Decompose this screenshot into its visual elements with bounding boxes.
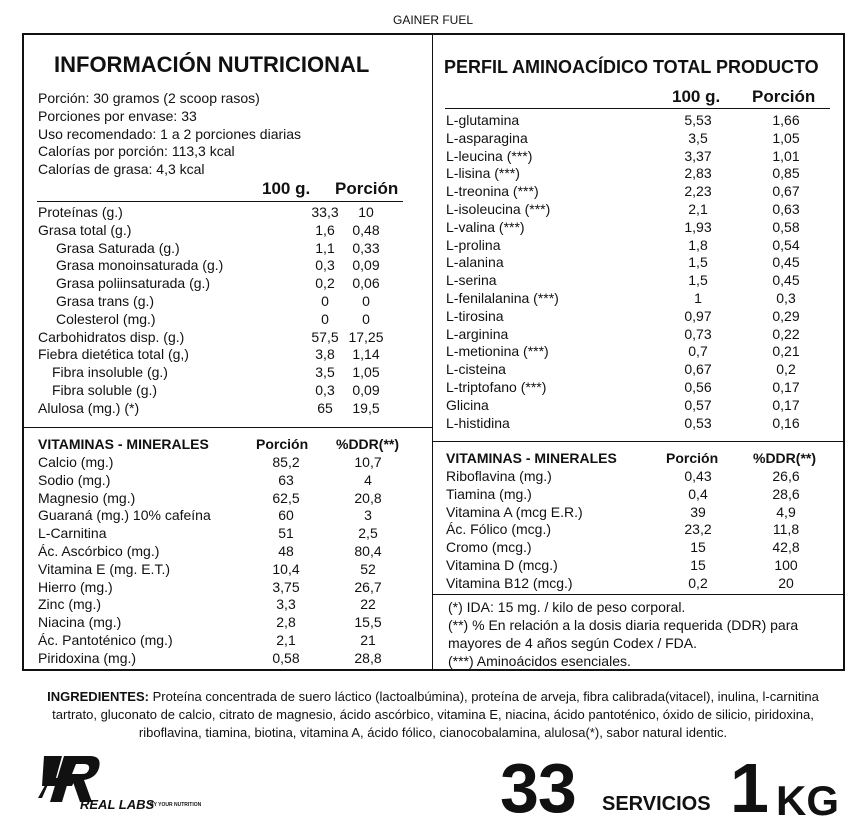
- vitamin-name: Ác. Ascórbico (mg.): [38, 543, 160, 559]
- amino-name: L-tirosina: [446, 307, 504, 324]
- footnote: (**) % En relación a la dosis diaria requerida (DDR) para mayores de 4 años según Codex / FDA.: [448, 617, 799, 651]
- vitamin-ddr: 4,9: [776, 503, 796, 520]
- vitamin-portion: 3,3: [276, 596, 296, 613]
- vitamin-name: L-Carnitina: [38, 525, 107, 542]
- amino-100g: 2,83: [684, 165, 712, 182]
- vitamin-portion: 3,75: [272, 578, 300, 595]
- amino-col-100g: 100 g.: [672, 87, 721, 106]
- vitamin-portion: 2,8: [276, 614, 296, 631]
- vitamin-name: Zinc (mg.): [38, 596, 101, 613]
- nutrient-name: Grasa trans (g.): [56, 293, 155, 309]
- amino-name: L-glutamina: [446, 112, 520, 128]
- amino-portion: 0,54: [772, 236, 800, 253]
- amino-portion: 0,17: [772, 379, 800, 395]
- amino-portion: 1,01: [772, 147, 800, 164]
- amino-100g: 0,73: [684, 325, 712, 342]
- vit-header-name: VITAMINAS - MINERALES: [446, 450, 617, 466]
- nutrient-portion: 0: [362, 293, 370, 309]
- vitamin-ddr: 15,5: [354, 614, 382, 631]
- section-rule: [23, 427, 432, 428]
- amino-name: L-triptofano (***): [446, 379, 547, 395]
- vitamin-row: [38, 596, 418, 614]
- nutrient-name: Grasa monoinsaturada (g.): [56, 257, 224, 274]
- amino-name: Glicina: [446, 396, 489, 413]
- serving-info-line: Porciones por envase: 33: [38, 107, 197, 124]
- amino-portion: 0,3: [776, 290, 796, 306]
- ingredients: [0, 688, 866, 742]
- nutrient-100g: 3,5: [315, 364, 335, 381]
- amino-portion: 0,67: [772, 183, 800, 200]
- footnote-rule: [433, 594, 845, 595]
- vitamin-portion: 15: [690, 539, 706, 556]
- nutrient-row: [38, 204, 418, 222]
- nutrient-row: [38, 311, 418, 329]
- amino-name: L-valina (***): [446, 218, 525, 235]
- amino-row: [446, 272, 836, 290]
- vitamin-name: Vitamina A (mcg E.R.): [446, 503, 583, 520]
- vitamin-row: [446, 504, 836, 522]
- nutrient-portion: 0,09: [352, 382, 380, 398]
- vitamin-ddr: 21: [360, 632, 376, 648]
- amino-portion: 0,17: [772, 396, 800, 413]
- weight-unit: KG: [776, 777, 839, 824]
- amino-100g: 1,5: [688, 272, 708, 289]
- amino-name: L-fenilalanina (***): [446, 290, 559, 306]
- nutrient-row: [38, 400, 418, 418]
- nutrient-portion: 0,06: [352, 275, 380, 292]
- vitamin-row: [38, 490, 418, 508]
- col-header-100g: 100 g.: [262, 179, 311, 198]
- vitamin-row: [446, 521, 836, 539]
- amino-row: [446, 361, 836, 379]
- amino-row: [446, 183, 836, 201]
- amino-name: L-isoleucina (***): [446, 201, 551, 217]
- nutrient-name: Alulosa (mg.) (*): [38, 399, 140, 416]
- amino-portion: 0,16: [772, 414, 800, 431]
- amino-row: [446, 290, 836, 308]
- vitamin-name: Riboflavina (mg.): [446, 468, 552, 484]
- amino-name: L-prolina: [446, 236, 501, 253]
- vit-header-portion: Porción: [666, 450, 719, 466]
- panel-divider: [432, 33, 433, 671]
- amino-row: [446, 254, 836, 272]
- amino-name: L-arginina: [446, 325, 509, 342]
- amino-col-portion: Porción: [752, 87, 816, 106]
- amino-title: PERFIL AMINOACÍDICO TOTAL PRODUCTO: [444, 57, 819, 77]
- amino-100g: 0,7: [688, 343, 708, 360]
- vitamin-name: Tiamina (mg.): [446, 485, 532, 502]
- amino-name: L-histidina: [446, 414, 510, 431]
- amino-row: [446, 130, 836, 148]
- amino-100g: 3,5: [688, 129, 708, 146]
- amino-portion: 0,2: [776, 361, 796, 378]
- vitamin-name: Niacina (mg.): [38, 614, 122, 631]
- vitamin-name: Vitamina E (mg. E.T.): [38, 560, 171, 577]
- vitamin-ddr: 42,8: [772, 539, 800, 556]
- vitamin-row: [38, 614, 418, 632]
- vitamin-name: Ác. Fólico (mcg.): [446, 521, 552, 538]
- nutrient-100g: 0: [321, 310, 329, 327]
- amino-100g: 0,97: [684, 307, 712, 324]
- amino-row: [446, 415, 836, 433]
- vitamin-row: [446, 557, 836, 575]
- nutrient-row: [38, 257, 418, 275]
- amino-100g: 0,56: [684, 379, 712, 395]
- nutrient-name: Grasa Saturada (g.): [56, 239, 180, 256]
- amino-portion: 0,22: [772, 325, 800, 342]
- nutrition-title: INFORMACIÓN NUTRICIONAL: [54, 52, 370, 77]
- vitamin-portion: 85,2: [272, 454, 300, 470]
- nutrient-100g: 0,3: [315, 382, 335, 398]
- vitamin-ddr: 80,4: [354, 543, 382, 559]
- amino-row: [446, 201, 836, 219]
- amino-portion: 0,58: [772, 218, 800, 235]
- amino-name: L-metionina (***): [446, 343, 549, 360]
- amino-name: L-treonina (***): [446, 183, 539, 200]
- amino-row: [446, 165, 836, 183]
- vitamin-ddr: 3: [364, 507, 372, 524]
- nutrient-100g: 57,5: [311, 328, 339, 345]
- vitamin-row: [446, 486, 836, 504]
- vitamin-portion: 2,1: [276, 632, 296, 648]
- vitamin-portion: 10,4: [272, 560, 300, 577]
- nutrient-name: Grasa total (g.): [38, 221, 132, 238]
- vitamin-portion: 48: [278, 543, 294, 559]
- col-header-portion: Porción: [335, 179, 399, 198]
- brand-name: REAL LABS: [80, 797, 155, 812]
- amino-row: [446, 379, 836, 397]
- vitamin-row: [38, 579, 418, 597]
- amino-row: [446, 237, 836, 255]
- serving-info: [38, 90, 301, 179]
- footnote: (*) IDA: 15 mg. / kilo de peso corporal.: [448, 599, 686, 615]
- serving-info-line: Porción: 30 gramos (2 scoop rasos): [38, 90, 260, 106]
- serving-info-line: Calorías de grasa: 4,3 kcal: [38, 161, 205, 178]
- vitamin-row: [446, 539, 836, 557]
- servings-count: 33: [500, 749, 576, 827]
- weight-number: 1: [730, 749, 769, 827]
- serving-info-line: Uso recomendado: 1 a 2 porciones diarias: [38, 125, 302, 142]
- vit-header-ddr: %DDR(**): [336, 436, 399, 452]
- amino-row: [446, 326, 836, 344]
- amino-name: L-asparagina: [446, 129, 528, 146]
- amino-100g: 1: [694, 290, 702, 306]
- vitamin-row: [38, 543, 418, 561]
- nutrient-100g: 0: [321, 293, 329, 309]
- vit-header-portion: Porción: [256, 436, 309, 452]
- nutrient-100g: 1,1: [315, 239, 335, 256]
- vitamin-ddr: 20: [778, 574, 794, 591]
- right-vitamins-header: [446, 450, 836, 468]
- vitamin-name: Cromo (mcg.): [446, 539, 532, 556]
- vitamin-name: Guaraná (mg.) 10% cafeína: [38, 507, 211, 524]
- vitamin-ddr: 4: [364, 471, 372, 488]
- amino-portion: 0,29: [772, 307, 800, 324]
- amino-name: L-serina: [446, 272, 497, 289]
- nutrient-name: Fibra insoluble (g.): [52, 364, 168, 381]
- nutrient-100g: 33,3: [311, 204, 339, 220]
- vitamin-name: Calcio (mg.): [38, 454, 114, 470]
- nutrient-row: [38, 346, 418, 364]
- product-name: GAINER FUEL: [392, 13, 473, 27]
- nutrient-100g: 1,6: [315, 221, 335, 238]
- brand-tagline: BY YOUR NUTRITION: [150, 802, 202, 808]
- nutrient-name: Grasa poliinsaturada (g.): [56, 275, 211, 292]
- vitamin-portion: 0,2: [688, 574, 708, 591]
- nutrient-row: [38, 329, 418, 347]
- header-rule: [37, 201, 403, 202]
- vitamin-row: [38, 472, 418, 490]
- vitamin-ddr: 11,8: [772, 521, 800, 538]
- amino-100g: 1,8: [688, 236, 708, 253]
- amino-name: L-leucina (***): [446, 147, 533, 164]
- vitamin-ddr: 2,5: [358, 525, 378, 542]
- nutrient-name: Carbohidratos disp. (g.): [38, 328, 185, 345]
- vitamin-portion: 39: [690, 503, 706, 520]
- vitamin-row: [38, 454, 418, 472]
- vit-header-name: VITAMINAS - MINERALES: [38, 436, 209, 452]
- vitamin-portion: 62,5: [272, 489, 300, 506]
- nutrient-portion: 1,14: [352, 346, 380, 363]
- vitamin-portion: 15: [690, 557, 706, 573]
- amino-portion: 0,85: [772, 165, 800, 182]
- vitamin-portion: 0,43: [684, 468, 712, 484]
- vitamin-ddr: 28,6: [772, 485, 800, 502]
- nutrient-portion: 0,09: [352, 257, 380, 274]
- amino-header-rule: [445, 108, 830, 109]
- amino-portion: 1,05: [772, 129, 800, 146]
- amino-100g: 1,93: [684, 218, 712, 235]
- vitamin-name: Vitamina B12 (mcg.): [446, 574, 573, 591]
- vitamin-row: [38, 507, 418, 525]
- vitamin-row: [446, 468, 836, 486]
- vitamin-name: Vitamina D (mcg.): [446, 557, 558, 573]
- left-vitamins-header: [38, 436, 418, 454]
- nutrient-name: Proteínas (g.): [38, 204, 123, 220]
- amino-row: [446, 397, 836, 415]
- vitamin-row: [38, 632, 418, 650]
- amino-row: [446, 148, 836, 166]
- amino-row: [446, 308, 836, 326]
- nutrient-portion: 19,5: [352, 399, 380, 416]
- nutrient-row: [38, 240, 418, 258]
- amino-name: L-lisina (***): [446, 165, 520, 182]
- nutrient-portion: 1,05: [352, 364, 380, 381]
- vitamin-ddr: 28,8: [354, 649, 382, 666]
- vitamin-portion: 51: [278, 525, 294, 542]
- vitamin-ddr: 52: [360, 560, 376, 577]
- vitamin-row: [446, 575, 836, 593]
- vitamin-name: Sodio (mg.): [38, 471, 111, 488]
- servings-label: SERVICIOS: [602, 793, 711, 815]
- vit-header-ddr: %DDR(**): [753, 450, 816, 466]
- footnotes: [448, 598, 828, 670]
- vitamin-ddr: 10,7: [354, 454, 382, 470]
- nutrient-100g: 3,8: [315, 346, 335, 363]
- amino-100g: 0,67: [684, 361, 712, 378]
- nutrient-portion: 0: [362, 310, 370, 327]
- vitamin-name: Hierro (mg.): [38, 578, 113, 595]
- amino-portion: 1,66: [772, 112, 800, 128]
- nutrient-row: [38, 382, 418, 400]
- amino-name: L-cisteina: [446, 361, 506, 378]
- nutrient-portion: 0,48: [352, 221, 380, 238]
- amino-name: L-alanina: [446, 254, 504, 271]
- vitamin-ddr: 100: [774, 557, 798, 573]
- nutrient-row: [38, 275, 418, 293]
- amino-100g: 1,5: [688, 254, 708, 271]
- nutrient-portion: 0,33: [352, 239, 380, 256]
- amino-100g: 5,53: [684, 112, 712, 128]
- amino-100g: 0,57: [684, 396, 712, 413]
- amino-row: [446, 343, 836, 361]
- vitamin-ddr: 20,8: [354, 489, 382, 506]
- amino-portion: 0,45: [772, 254, 800, 271]
- amino-100g: 3,37: [684, 147, 712, 164]
- vitamin-row: [38, 525, 418, 543]
- amino-100g: 2,23: [684, 183, 712, 200]
- footnote: (***) Aminoácidos esenciales.: [448, 653, 631, 669]
- nutrient-100g: 0,2: [315, 275, 335, 292]
- amino-portion: 0,21: [772, 343, 800, 360]
- amino-100g: 0,53: [684, 414, 712, 431]
- amino-portion: 0,63: [772, 201, 800, 217]
- amino-row: [446, 219, 836, 237]
- vitamin-portion: 0,58: [272, 649, 300, 666]
- vitamin-portion: 63: [278, 471, 294, 488]
- vitamin-ddr: 22: [360, 596, 376, 613]
- ingredients-text: Proteína concentrada de suero láctico (lactoalbúmina), proteína de arveja, fibra calibrada(vitacel), inulina, l-carnitina tartrato, gluconato de calcio, citrato de magnesio, ácido ascórbico, vitamina E, niacina, ácido pantoténico, óxido de silicio, piridoxina, riboflavina, tiamina, biotina, vitamina A, ácido fólico, cianocobalamina, alulosa(*), sabor natural identic.: [52, 689, 819, 740]
- vitamin-row: [38, 561, 418, 579]
- vitamin-portion: 23,2: [684, 521, 712, 538]
- nutrient-portion: 10: [358, 204, 374, 220]
- nutrient-name: Fibra soluble (g.): [52, 382, 158, 398]
- nutrient-row: [38, 293, 418, 311]
- vitamin-name: Ác. Pantoténico (mg.): [38, 632, 173, 648]
- amino-portion: 0,45: [772, 272, 800, 289]
- right-section-rule: [433, 441, 845, 442]
- vitamin-ddr: 26,7: [354, 578, 382, 595]
- ingredients-label: INGREDIENTES:: [47, 689, 149, 704]
- vitamin-row: [38, 650, 418, 668]
- amino-100g: 2,1: [688, 201, 708, 217]
- vitamin-portion: 60: [278, 507, 294, 524]
- nutrient-row: [38, 222, 418, 240]
- amino-row: [446, 112, 836, 130]
- vitamin-ddr: 26,6: [772, 468, 800, 484]
- nutrient-name: Colesterol (mg.): [56, 310, 156, 327]
- vitamin-portion: 0,4: [688, 485, 708, 502]
- nutrient-100g: 65: [317, 399, 333, 416]
- nutrient-row: [38, 364, 418, 382]
- nutrient-name: Fiebra dietética total (g,): [38, 346, 189, 363]
- nutrient-portion: 17,25: [348, 328, 384, 345]
- nutrient-100g: 0,3: [315, 257, 335, 274]
- vitamin-name: Magnesio (mg.): [38, 489, 136, 506]
- serving-info-line: Calorías por porción: 113,3 kcal: [38, 143, 235, 160]
- vitamin-name: Piridoxina (mg.): [38, 649, 137, 666]
